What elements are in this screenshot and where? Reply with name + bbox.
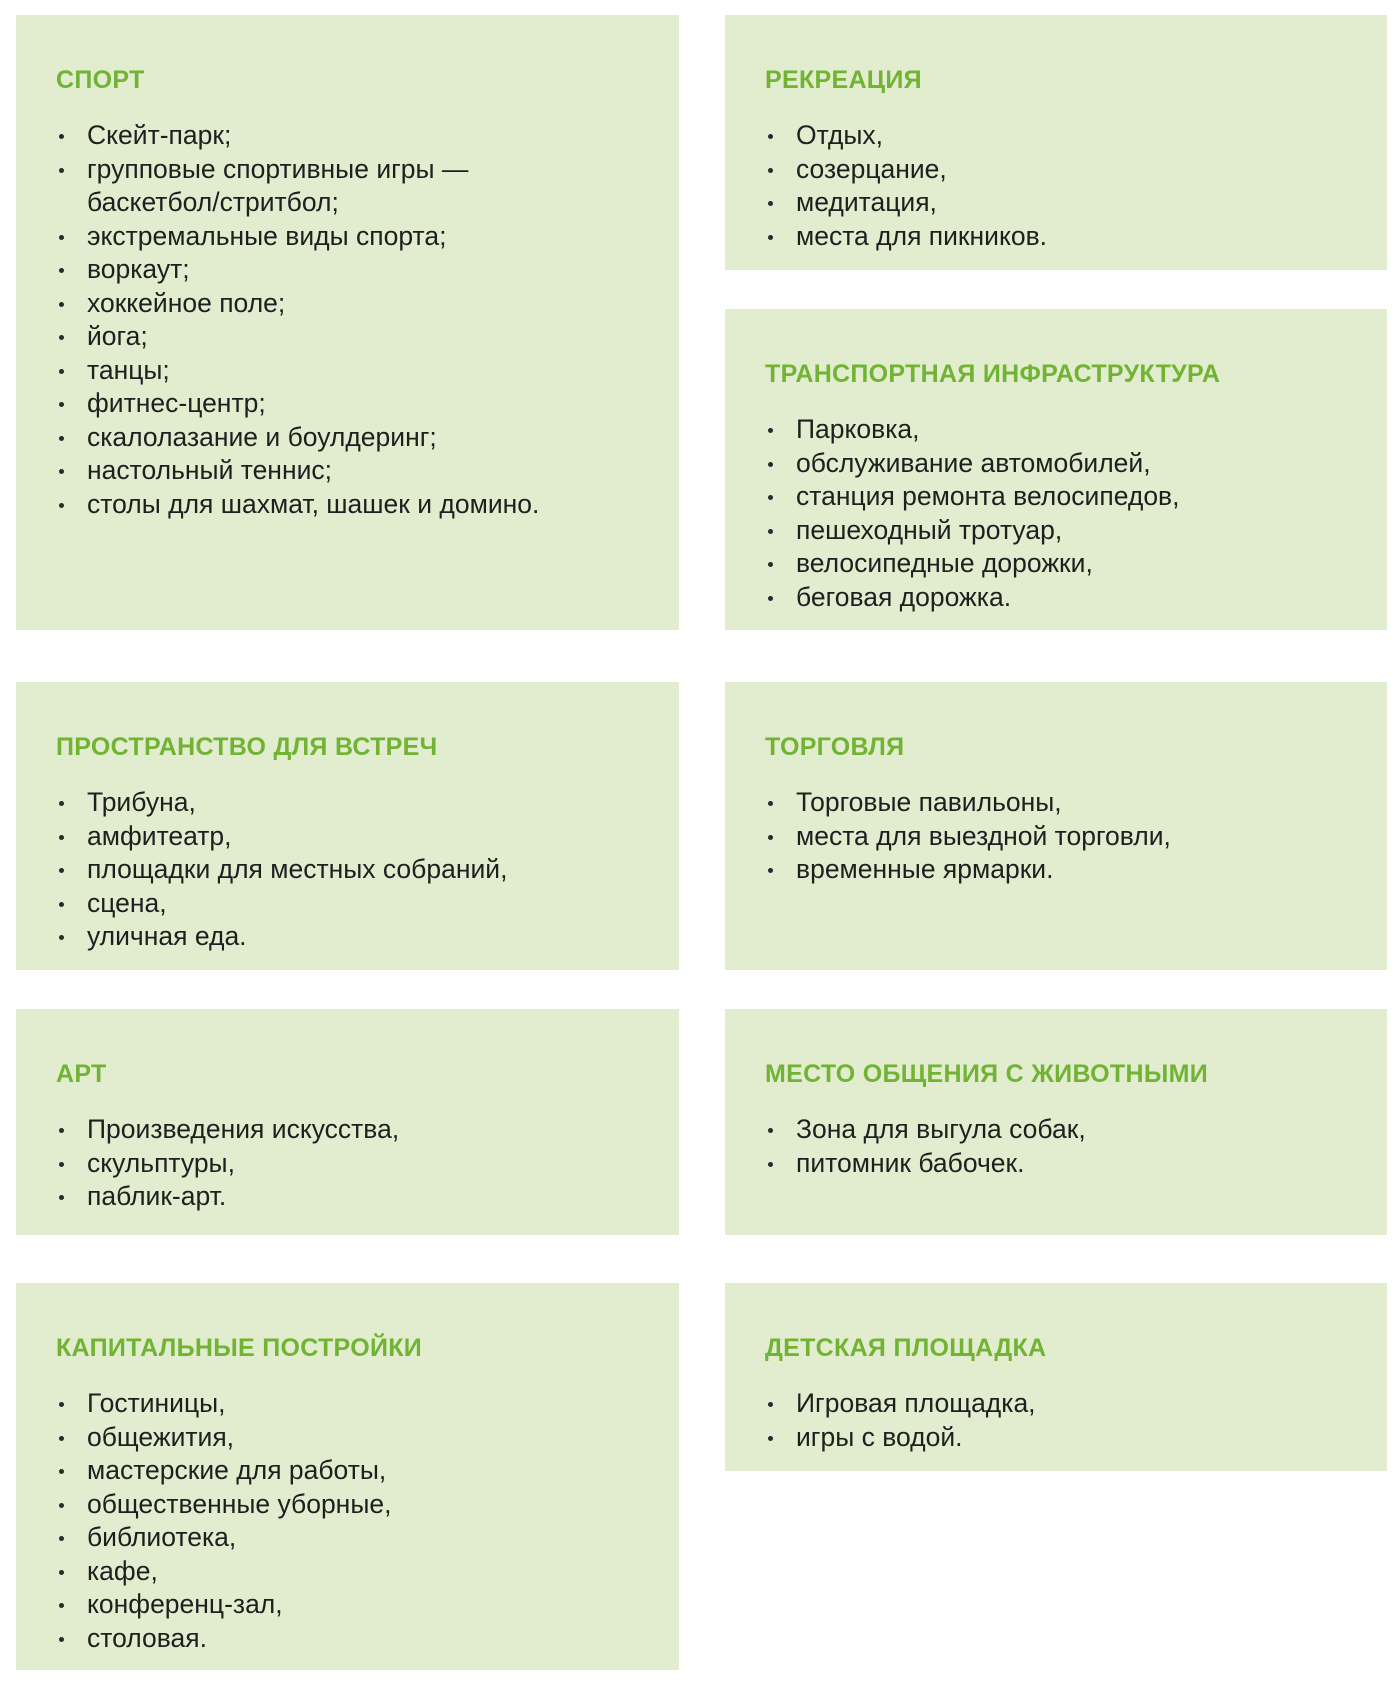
list-item: столы для шахмат, шашек и домино. bbox=[56, 488, 639, 522]
meeting-space-card bbox=[16, 682, 679, 970]
list-item: беговая дорожка. bbox=[765, 581, 1347, 615]
list-item: площадки для местных собраний, bbox=[56, 853, 639, 887]
art-card bbox=[16, 1009, 679, 1235]
list-item: обслуживание автомобилей, bbox=[765, 447, 1347, 481]
list-item: Отдых, bbox=[765, 119, 1347, 153]
sport-list bbox=[56, 119, 639, 521]
card-title: ТОРГОВЛЯ bbox=[765, 733, 905, 761]
recreation-card bbox=[725, 15, 1387, 270]
recreation-list bbox=[765, 119, 1347, 253]
list-item: общежития, bbox=[56, 1421, 639, 1455]
list-item: пешеходный тротуар, bbox=[765, 514, 1347, 548]
list-item: Парковка, bbox=[765, 413, 1347, 447]
card-title: ДЕТСКАЯ ПЛОЩАДКА bbox=[765, 1334, 1047, 1362]
trade-card bbox=[725, 682, 1387, 970]
list-item: воркаут; bbox=[56, 253, 639, 287]
list-item: уличная еда. bbox=[56, 920, 639, 954]
card-title: РЕКРЕАЦИЯ bbox=[765, 66, 922, 94]
list-item: амфитеатр, bbox=[56, 820, 639, 854]
list-item: йога; bbox=[56, 320, 639, 354]
list-item: велосипедные дорожки, bbox=[765, 547, 1347, 581]
list-item: общественные уборные, bbox=[56, 1488, 639, 1522]
list-item: временные ярмарки. bbox=[765, 853, 1347, 887]
list-item-continuation: баскетбол/стритбол; bbox=[87, 187, 339, 217]
card-title: ПРОСТРАНСТВО ДЛЯ ВСТРЕЧ bbox=[56, 733, 438, 761]
sport-card bbox=[16, 15, 679, 630]
list-item-text: групповые спортивные игры — bbox=[87, 153, 469, 184]
buildings-list bbox=[56, 1387, 639, 1655]
playground-card bbox=[725, 1283, 1387, 1471]
list-item: сцена, bbox=[56, 887, 639, 921]
card-title: АРТ bbox=[56, 1060, 107, 1088]
list-item: экстремальные виды спорта; bbox=[56, 220, 639, 254]
list-item: библиотека, bbox=[56, 1521, 639, 1555]
list-item: скульптуры, bbox=[56, 1147, 639, 1181]
card-title: КАПИТАЛЬНЫЕ ПОСТРОЙКИ bbox=[56, 1334, 423, 1362]
list-item: настольный теннис; bbox=[56, 454, 639, 488]
list-item: паблик-арт. bbox=[56, 1180, 639, 1214]
list-item: столовая. bbox=[56, 1622, 639, 1656]
transport-list bbox=[765, 413, 1347, 614]
buildings-card bbox=[16, 1283, 679, 1670]
list-item: Торговые павильоны, bbox=[765, 786, 1347, 820]
list-item: Гостиницы, bbox=[56, 1387, 639, 1421]
art-list bbox=[56, 1113, 639, 1214]
card-title: ТРАНСПОРТНАЯ ИНФРАСТРУКТУРА bbox=[765, 360, 1221, 388]
transport-card bbox=[725, 309, 1387, 630]
list-item: конференц-зал, bbox=[56, 1588, 639, 1622]
list-item: Игровая площадка, bbox=[765, 1387, 1347, 1421]
list-item: мастерские для работы, bbox=[56, 1454, 639, 1488]
card-title: МЕСТО ОБЩЕНИЯ С ЖИВОТНЫМИ bbox=[765, 1060, 1209, 1088]
list-item: хоккейное поле; bbox=[56, 287, 639, 321]
list-item: станция ремонта велосипедов, bbox=[765, 480, 1347, 514]
list-item: места для выездной торговли, bbox=[765, 820, 1347, 854]
animals-card bbox=[725, 1009, 1387, 1235]
list-item: Трибуна, bbox=[56, 786, 639, 820]
list-item: созерцание, bbox=[765, 153, 1347, 187]
list-item bbox=[56, 153, 639, 220]
list-item: скалолазание и боулдеринг; bbox=[56, 421, 639, 455]
list-item: питомник бабочек. bbox=[765, 1147, 1347, 1181]
animals-list bbox=[765, 1113, 1347, 1180]
list-item: танцы; bbox=[56, 354, 639, 388]
list-item: кафе, bbox=[56, 1555, 639, 1589]
list-item: Скейт-парк; bbox=[56, 119, 639, 153]
trade-list bbox=[765, 786, 1347, 887]
list-item: Произведения искусства, bbox=[56, 1113, 639, 1147]
card-title: СПОРТ bbox=[56, 66, 145, 94]
list-item: игры с водой. bbox=[765, 1421, 1347, 1455]
list-item: Зона для выгула собак, bbox=[765, 1113, 1347, 1147]
playground-list bbox=[765, 1387, 1347, 1454]
list-item: фитнес-центр; bbox=[56, 387, 639, 421]
meeting-list bbox=[56, 786, 639, 954]
list-item: медитация, bbox=[765, 186, 1347, 220]
list-item: места для пикников. bbox=[765, 220, 1347, 254]
